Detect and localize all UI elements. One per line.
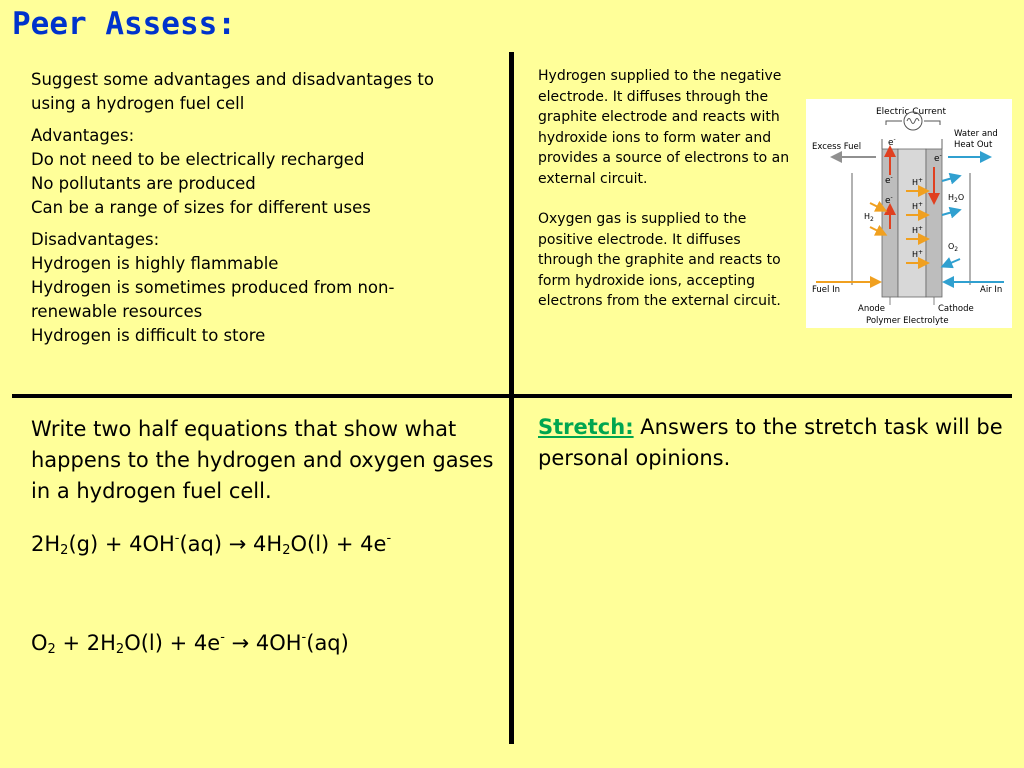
equation-hydrogen: $2H_2(g) + 4OH^-(aq) \to 4H_2O(l) + 4e^-$ [31, 531, 392, 558]
half-equations-panel [31, 414, 501, 665]
advantages-block [31, 124, 501, 220]
fuel-cell-svg [806, 99, 1012, 328]
advantage-item: Can be a range of sizes for different uses [31, 198, 371, 217]
electron-label-top-right: e- [934, 152, 942, 164]
disadvantages-block [31, 228, 501, 348]
anode-label: Anode [858, 304, 886, 314]
disadvantages-heading: Disadvantages: [31, 230, 160, 249]
h2o-label: $H_2O$ [948, 193, 965, 204]
h2-arrow-2 [870, 227, 882, 233]
disadvantage-item: Hydrogen is highly flammable [31, 254, 279, 273]
arrow-icon: → [228, 532, 247, 556]
air-in-label: Air In [980, 285, 1003, 295]
cathode-label: Cathode [938, 304, 974, 314]
stretch-panel [538, 412, 1008, 474]
fuel-cell-diagram [806, 99, 1012, 328]
advantage-item: No pollutants are produced [31, 174, 256, 193]
disadvantage-item: renewable resources [31, 302, 203, 321]
hplus-label-1: H+ [912, 177, 924, 187]
disadvantage-item: Hydrogen is difficult to store [31, 326, 266, 345]
hplus-label-4: H+ [912, 249, 924, 259]
h2o-arrow-2 [942, 211, 956, 215]
o2-label: $O_2$ [948, 242, 959, 253]
arrow-icon: → [231, 631, 250, 655]
coil-icon [907, 119, 919, 124]
water-heat-label-2: Heat Out [954, 140, 993, 150]
stretch-text: Answers to the stretch task will be personal opinions. [538, 415, 1003, 470]
advantage-item: Do not need to be electrically recharged [31, 150, 365, 169]
q1-prompt-line: using a hydrogen fuel cell [31, 94, 245, 113]
oxygen-explanation: Oxygen gas is supplied to the positive electrode. It diffuses through the graphite and reacts to form hydroxide ions, accepting electrons from the external circuit. [538, 211, 781, 309]
electron-label-mid-1: e- [885, 174, 893, 186]
o2-arrow [946, 259, 960, 265]
equation-spacer [31, 566, 501, 628]
hplus-label-2: H+ [912, 201, 924, 211]
h2o-arrow-1 [942, 177, 956, 181]
equation-oxygen: $O_2 + 2H_2O(l) + 4e^- \to 4OH^-(aq)$ [31, 630, 349, 657]
excess-fuel-label: Excess Fuel [812, 142, 862, 152]
stretch-label: Stretch: [538, 415, 634, 439]
page-title: Peer Assess: [12, 6, 236, 42]
hydrogen-explanation: Hydrogen supplied to the negative electrode. It diffuses through the graphite electrode and reacts with hydroxide ions to form water and provides a source of electrons to an external circuit. [538, 68, 790, 187]
q1-prompt [31, 68, 501, 116]
advantages-disadvantages-panel [31, 68, 501, 356]
polymer-electrolyte-label: Polymer Electrolyte [866, 316, 949, 326]
disadvantage-item: Hydrogen is sometimes produced from non- [31, 278, 395, 297]
advantages-heading: Advantages: [31, 126, 135, 145]
water-heat-label-1: Water and [954, 129, 998, 139]
electron-label-top-left: e- [888, 136, 896, 148]
electric-current-label: Electric Current [876, 107, 947, 117]
fuel-cell-explanation [538, 66, 800, 332]
vertical-divider [509, 52, 514, 744]
electron-label-mid-2: e- [885, 194, 893, 206]
horizontal-divider [12, 394, 1012, 398]
q1-prompt-line: Suggest some advantages and disadvantages to [31, 70, 434, 89]
h2-arrow-1 [870, 203, 882, 209]
half-equations-prompt: Write two half equations that show what happens to the hydrogen and oxygen gases in a hydrogen fuel cell. [31, 417, 494, 503]
fuel-in-label: Fuel In [812, 285, 840, 295]
h2-label: $H_2$ [864, 212, 874, 223]
electrolyte-membrane [898, 149, 926, 297]
hplus-label-3: H+ [912, 225, 924, 235]
